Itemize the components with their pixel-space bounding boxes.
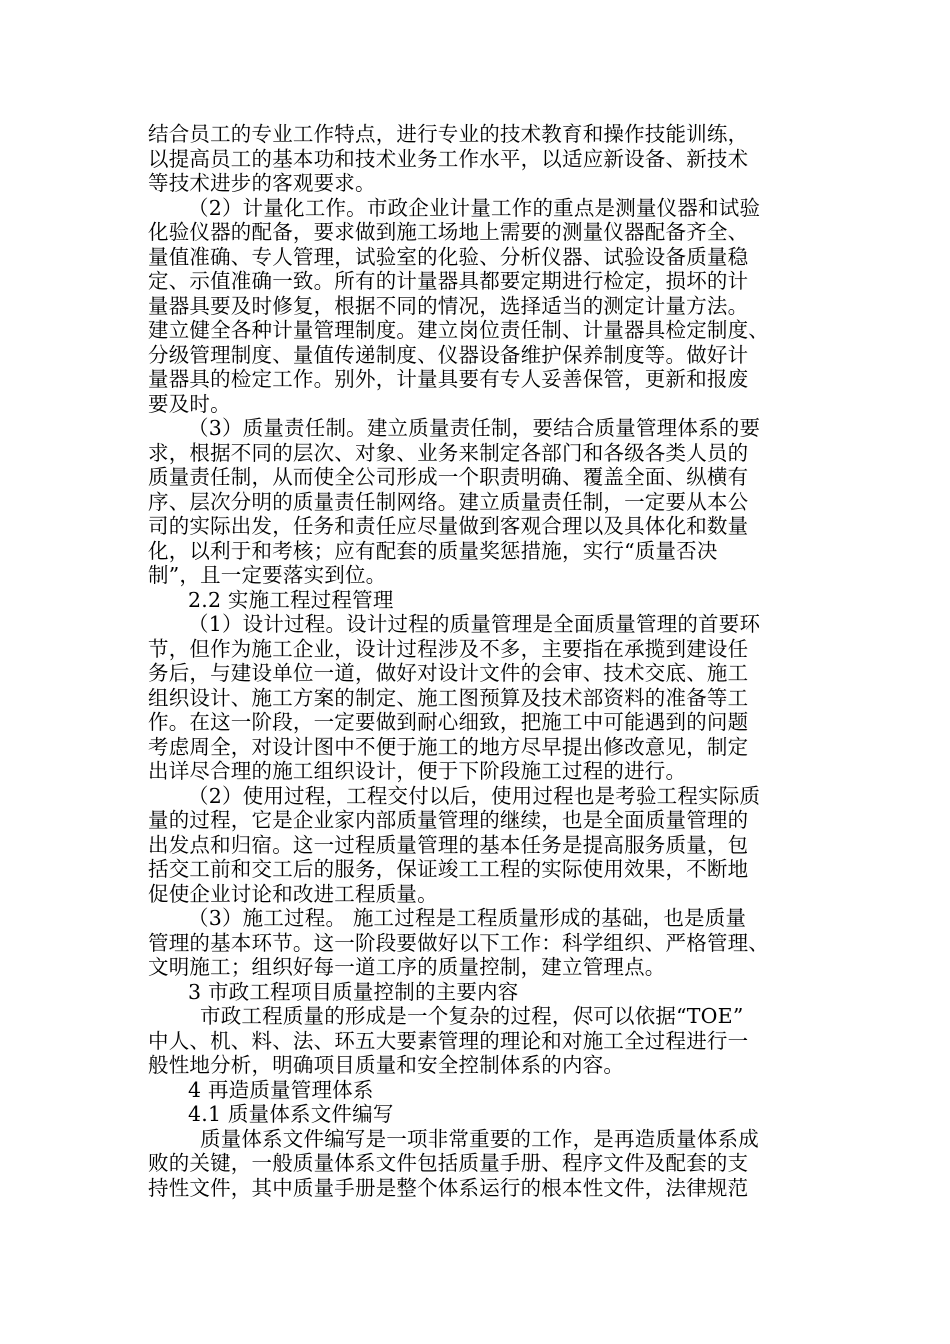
text-line: 质量体系文件编写是一项非常重要的工作，是再造质量体系成: [200, 1126, 759, 1151]
text-line: 要及时。: [148, 391, 231, 416]
text-line: 节，但作为施工企业，设计过程涉及不多，主要指在承揽到建设任: [148, 636, 749, 661]
text-line: 3 市政工程项目质量控制的主要内容: [188, 979, 519, 1004]
text-line: 中人、机、料、法、环五大要素管理的理论和对施工全过程进行一: [148, 1028, 749, 1053]
text-line: 般性地分析，明确项目质量和安全控制体系的内容。: [148, 1053, 625, 1077]
text-line: （2）使用过程，工程交付以后，使用过程也是考验工程实际质: [188, 783, 761, 808]
text-line: 求，根据不同的层次、对象、业务来制定各部门和各级各类人员的: [148, 440, 749, 465]
text-line: 出详尽合理的施工组织设计，便于下阶段施工过程的进行。: [148, 759, 687, 783]
text-line: 制”，且一定要落实到位。: [148, 563, 387, 587]
text-line: 括交工前和交工后的服务，保证竣工工程的实际使用效果，不断地: [148, 857, 749, 881]
text-line: 序、层次分明的质量责任制网络。建立质量责任制，一定要从本公: [148, 489, 749, 514]
text-line: 建立健全各种计量管理制度。建立岗位责任制、计量器具检定制度、: [148, 318, 769, 342]
text-line: 以提高员工的基本功和技术业务工作水平，以适应新设备、新技术: [148, 146, 749, 171]
text-line: 化，以利于和考核；应有配套的质量奖惩措施，实行“质量否决: [148, 538, 718, 563]
text-line: 管理的基本环节。这一阶段要做好以下工作：科学组织、严格管理、: [148, 930, 769, 955]
text-line: 务后，与建设单位一道，做好对设计文件的会审、技术交底、施工: [148, 661, 749, 685]
text-line: （3）施工过程。 施工过程是工程质量形成的基础，也是质量: [188, 906, 747, 930]
text-line: 败的关键，一般质量体系文件包括质量手册、程序文件及配套的支: [148, 1151, 749, 1175]
text-line: 化验仪器的配备，要求做到施工场地上需要的测量仪器配备齐全、: [148, 220, 749, 244]
text-line: 文明施工；组织好每一道工序的质量控制，建立管理点。: [148, 955, 666, 979]
text-line: 作。在这一阶段，一定要做到耐心细致，把施工中可能遇到的问题: [148, 710, 749, 734]
text-line: （2）计量化工作。市政企业计量工作的重点是测量仪器和试验: [188, 195, 761, 220]
text-line: 质量责任制，从而使全公司形成一个职责明确、覆盖全面、纵横有: [148, 465, 749, 489]
text-line: 量的过程，它是企业家内部质量管理的继续，也是全面质量管理的: [148, 808, 749, 832]
text-line: 出发点和归宿。这一过程质量管理的基本任务是提高服务质量，包: [148, 832, 749, 857]
text-line: 组织设计、施工方案的制定、施工图预算及技术部资料的准备等工: [148, 685, 749, 710]
text-line: 4.1 质量体系文件编写: [188, 1102, 394, 1126]
text-line: 4 再造质量管理体系: [188, 1077, 374, 1102]
text-line: 量器具要及时修复，根据不同的情况，选择适当的测定计量方法。: [148, 293, 749, 318]
text-line: 分级管理制度、量值传递制度、仪器设备维护保养制度等。做好计: [148, 342, 749, 367]
text-line: 等技术进步的客观要求。: [148, 171, 376, 195]
text-line: 结合员工的专业工作特点，进行专业的技术教育和操作技能训练，: [148, 122, 749, 146]
text-line: 市政工程质量的形成是一个复杂的过程，侭可以依据“TOE”: [200, 1004, 744, 1028]
text-line: 持性文件，其中质量手册是整个体系运行的根本性文件，法律规范: [148, 1175, 749, 1200]
text-line: 司的实际出发，任务和责任应尽量做到客观合理以及具体化和数量: [148, 514, 749, 538]
document-body: [148, 122, 808, 1200]
text-line: 量值准确、专人管理，试验室的化验、分析仪器、试验设备质量稳: [148, 244, 749, 269]
text-line: 促使企业讨论和改进工程质量。: [148, 881, 438, 906]
text-line: 定、示值准确一致。所有的计量器具都要定期进行检定，损坏的计: [148, 269, 749, 293]
text-line: （1）设计过程。设计过程的质量管理是全面质量管理的首要环: [188, 612, 761, 636]
text-line: 量器具的检定工作。别外，计量具要有专人妥善保管，更新和报废: [148, 367, 749, 391]
text-line: 考虑周全，对设计图中不便于施工的地方尽早提出修改意见，制定: [148, 734, 749, 759]
text-line: 2.2 实施工程过程管理: [188, 587, 394, 612]
text-line: （3）质量责任制。建立质量责任制，要结合质量管理体系的要: [188, 416, 761, 440]
